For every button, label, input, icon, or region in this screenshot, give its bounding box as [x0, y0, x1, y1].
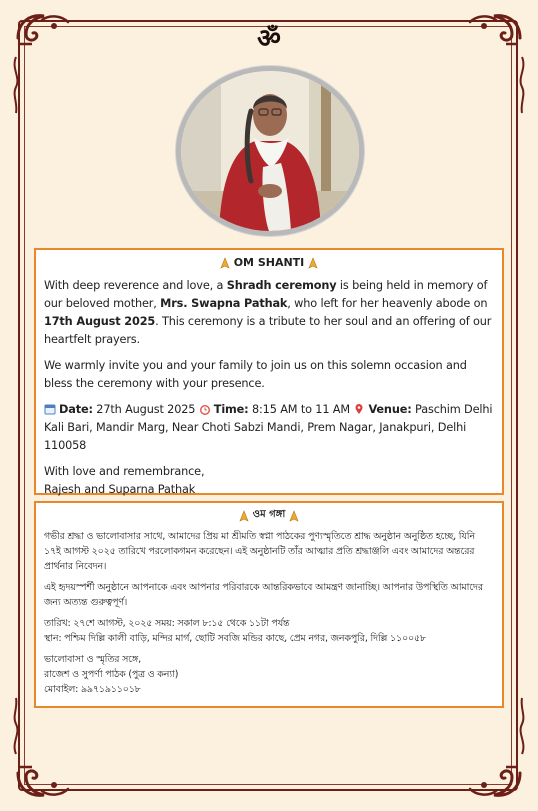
bengali-closing [44, 652, 494, 697]
bengali-title-row [44, 507, 494, 524]
folded-hands-icon [307, 257, 319, 269]
intro-text: With deep reverence and love, a [44, 279, 227, 292]
bengali-venue: স্থান: পশ্চিম দিল্লি কালী বাড়ি, মন্দির মার্গ, ছোটি সবজি মন্ডির কাছে, প্রেম নগর, জনকপুরি, দিল্লি ১১০০৫৮ [44, 633, 426, 644]
date-label: Date: [59, 403, 93, 416]
hosts-names: Rajesh and Suparna Pathak [44, 483, 196, 496]
english-paragraph-invite: We warmly invite you and your family to join us on this solemn occasion and bless the ceremony with your presence. [44, 359, 467, 390]
closing-line: ভালোবাসা ও স্মৃতির সঙ্গে, [44, 654, 141, 665]
english-event-details [44, 401, 494, 455]
corner-ornament [12, 763, 72, 803]
deceased-name: Mrs. Swapna Pathak [160, 297, 288, 310]
corner-ornament [12, 8, 72, 48]
time-label: Time: [213, 403, 249, 416]
om-symbol: ॐ [257, 24, 281, 54]
side-ornament [10, 696, 22, 756]
bengali-paragraph-invite: এই হৃদয়স্পর্শী অনুষ্ঠানে আপনাকে এবং আপনার পরিবারকে আন্তরিকভাবে আমন্ত্রণ জানাচ্ছি। আপনার উপস্থিতি আমাদের জন্য অত্যন্ত গুরুত্বপূর্ণ। [44, 582, 483, 608]
intro-text: , who left for her heavenly abode on [287, 297, 488, 310]
english-invitation-card [34, 248, 504, 495]
intro-text: is being held in memory of our beloved mother, [44, 279, 488, 310]
date-of-passing: 17th August 2025 [44, 315, 156, 328]
corner-ornament [466, 8, 526, 48]
side-ornament [516, 55, 528, 115]
folded-hands-icon [219, 257, 231, 269]
english-title: OM SHANTI [233, 256, 305, 269]
bengali-event-details [44, 616, 494, 646]
closing-line: With love and remembrance, [44, 465, 205, 478]
side-ornament [10, 55, 22, 115]
corner-ornament [466, 763, 526, 803]
time-value: 8:15 AM to 11 AM [248, 403, 354, 416]
alarm-clock-icon [199, 403, 211, 415]
side-ornament [516, 696, 528, 756]
ceremony-name: Shradh ceremony [226, 279, 337, 292]
venue-label: Venue: [368, 403, 412, 416]
venue-value: Paschim Delhi Kali Bari, Mandir Marg, Near Choti Sabzi Mandi, Prem Nagar, Janakpuri, Delhi 110058 [44, 403, 493, 452]
folded-hands-icon [238, 510, 250, 522]
hosts-names: রাজেশ ও সুপর্ণা পাঠক (পুত্র ও কন্যা) [44, 669, 179, 680]
bengali-title: ওম গঙ্গা [252, 509, 286, 520]
date-value: 27th August 2025 [92, 403, 199, 416]
portrait-image [181, 71, 359, 231]
bengali-date-time: তারিখ: ২৭শে আগস্ট, ২০২৫ সময়: সকাল ৮:১৫ থেকে ১১টা পর্যন্ত [44, 618, 290, 629]
memorial-portrait [176, 66, 364, 236]
english-title-row [44, 256, 494, 269]
bengali-invitation-card [34, 501, 504, 708]
english-paragraph-intro [44, 277, 494, 349]
contact-mobile: মোবাইল: ৯৯৭১৯১১০১৮ [44, 684, 141, 695]
calendar-icon [44, 403, 56, 415]
folded-hands-icon [288, 510, 300, 522]
location-pin-icon [353, 403, 365, 415]
bengali-paragraph-intro: গভীর শ্রদ্ধা ও ভালোবাসার সাথে, আমাদের প্রিয় মা শ্রীমতি স্বপ্না পাঠকের পুণ্যস্মৃতিতে শ্রাদ্ধ অনুষ্ঠান অনুষ্ঠিত হচ্ছে, যিনি ১৭ই আগস্ট ২০২৫ তারিখে পরলোকগমন করেছেন। এই অনুষ্ঠানটি তাঁর আত্মার প্রতি শ্রদ্ধাঞ্জলি এবং আমাদের অন্তরের প্রার্থনার নিবেদন। [44, 531, 475, 572]
intro-text: . This ceremony is a tribute to her soul and an offering of our heartfelt prayers. [44, 315, 492, 346]
